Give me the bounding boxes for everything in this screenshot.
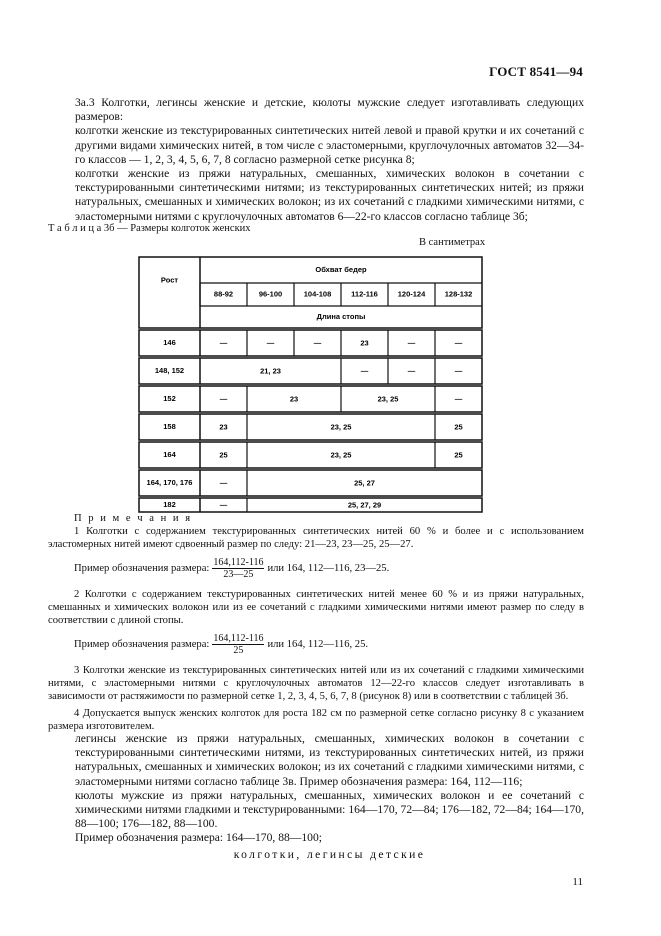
header-column: 96-100 [258, 289, 283, 299]
header-column: 112-116 [351, 289, 378, 299]
note-3: 3 Колготки женские из текстурированных синтетических нитей или из их сочетаний с гладкими химическими нитями, с эластомерными нитями с круглочулочных автоматов 12—22-го классов следует изготавливать в зависимости от растяжимости по размерной сетке 1, 2, 3, 4, 5, 6, 7, 8 (рисунок 8) или в соответствии с таблицей 3б. [48, 665, 584, 702]
table-caption-label: Т а б л и ц а 3б [48, 223, 115, 234]
row-height-label: 164 [163, 449, 176, 459]
example-1-suffix: или 164, 112—116, 23—25. [267, 563, 390, 574]
row-height-label: 164, 170, 176 [146, 477, 193, 487]
table-units: В сантиметрах [419, 237, 486, 248]
example-2-prefix: Пример обозначения размера: [74, 639, 210, 650]
cell-value: — [219, 478, 228, 488]
row-height-label: 152 [163, 393, 176, 403]
header-column: 120-124 [397, 289, 426, 299]
example-2-denominator: 25 [233, 645, 244, 656]
example-1-denominator: 23—25 [223, 569, 254, 580]
cell-value: 21, 23 [260, 366, 281, 376]
note-1-example [74, 557, 584, 580]
size-table [138, 256, 494, 510]
cell-value: 25, 27, 29 [347, 500, 382, 510]
example-2-suffix: или 164, 112—116, 25. [267, 639, 369, 650]
row-height-label: 182 [163, 499, 176, 509]
table-row [139, 442, 482, 468]
row-height-label: 158 [163, 421, 176, 431]
cell-value: — [219, 394, 228, 404]
notes-title: П р и м е ч а н и я [74, 513, 193, 524]
cell-value: — [313, 338, 322, 348]
table-row [139, 330, 482, 356]
cell-value: — [407, 338, 416, 348]
cell-value: — [454, 366, 463, 376]
cell-value: 25 [454, 450, 463, 460]
header-foot: Длина стопы [316, 311, 366, 321]
subheading-children: колготки, легинсы детские [233, 847, 426, 861]
cell-value: 23 [360, 338, 369, 348]
cell-value: — [407, 366, 416, 376]
table-caption [48, 223, 251, 234]
cell-value: — [454, 338, 463, 348]
note-2-example [74, 633, 584, 656]
section-intro: 3а.3 Колготки, легинсы женские и детские, кюлоты мужские следует изготавливать следующих размеров: [75, 96, 584, 124]
leggings-paragraph: легинсы женские из пряжи натуральных, смешанных, химических волокон в сочетании с текстурированными синтетическими нитями, из текстурированных синтетических нитей, из пряжи натуральных, смешанных и химических волокон; из их сочетаний с гладкими химическими нитями, с эластомерными нитями согласно таблице 3в. Пример обозначения размера: 164, 112—116; [75, 732, 584, 788]
size-table-grid [138, 256, 494, 510]
table-row [139, 498, 482, 512]
section-item-2: колготки женские из пряжи натуральных, смешанных, химических волокон в сочетании с текстурированными синтетическими нитями; из текстурированных синтетических нитей; из пряжи натуральных, смешанных и химических волокон; из их сочетаний с гладкими химическими нитями, с эластомерными нитями с круглочулочных автоматов 6—22-го классов согласно таблице 3б; [75, 167, 584, 223]
example-1-fraction [212, 557, 264, 580]
cell-value: 23 [219, 422, 228, 432]
example-1-numerator: 164,112-116 [213, 557, 264, 568]
table-caption-text: — Размеры колготок женских [114, 223, 251, 234]
table-row [139, 414, 482, 440]
row-height-label: 146 [163, 337, 176, 347]
cell-value: 23, 25 [377, 394, 399, 404]
cell-value: 23, 25 [330, 422, 352, 432]
example-2-numerator: 164,112-116 [213, 633, 264, 644]
cell-value: 25, 27 [354, 478, 375, 488]
cell-value: 25 [219, 450, 228, 460]
header-group: Обхват бедер [315, 264, 367, 274]
row-height-label: 148, 152 [154, 365, 185, 375]
example-1-prefix: Пример обозначения размера: [74, 563, 210, 574]
header-height: Рост [160, 275, 179, 285]
table-notes [48, 512, 584, 733]
cell-value: 23, 25 [330, 450, 352, 460]
cell-value: — [360, 366, 369, 376]
header-column: 88-92 [213, 289, 234, 299]
note-1: 1 Колготки с содержанием текстурированных синтетических нитей 60 % и более и с использованием эластомерных нитей имеют сдвоенный размер по следу: 21—23, 23—25, 25—27. [48, 526, 584, 550]
cell-value: — [219, 500, 228, 510]
note-4: 4 Допускается выпуск женских колготок для роста 182 см по размерной сетке согласно рисунку 8 с указанием размера изготовителем. [48, 708, 584, 732]
cell-value: — [219, 338, 228, 348]
culottes-paragraph: кюлоты мужские из пряжи натуральных, смешанных, химических волокон и ее сочетаний с химическими нитями гладкими и текстурированными: 164—170, 72—84; 176—182, 72—84; 164—170, 88—100; 176—182, 88—100. [75, 788, 584, 831]
table-row [139, 358, 482, 384]
example-paragraph: Пример обозначения размера: 164—170, 88—100; [75, 831, 323, 845]
page-number: 11 [572, 876, 583, 888]
section-after [75, 732, 584, 862]
example-2-fraction [212, 633, 264, 656]
table-row [139, 386, 482, 412]
header-column: 104-108 [303, 289, 332, 299]
header-column: 128-132 [444, 289, 473, 299]
cell-value: — [266, 338, 275, 348]
note-2: 2 Колготки с содержанием текстурированных синтетических нитей менее 60 % и из пряжи натуральных, смешанных и химических волокон или из ее сочетаний с гладкими химическими нитями имеют размер по следу в соответствии с длиной стопы. [48, 589, 584, 626]
section-3a3 [75, 96, 584, 224]
section-item-1: колготки женские из текстурированных синтетических нитей левой и правой крутки и их сочетаний с другими видами химических нитей, в том числе с эластомерными, круглочулочных автоматов 32—34-го классов — 1, 2, 3, 4, 5, 6, 7, 8 согласно размерной сетке рисунка 8; [75, 124, 584, 166]
cell-value: — [454, 394, 463, 404]
cell-value: 25 [454, 422, 463, 432]
cell-value: 23 [289, 394, 299, 404]
standard-number: ГОСТ 8541—94 [489, 64, 583, 79]
